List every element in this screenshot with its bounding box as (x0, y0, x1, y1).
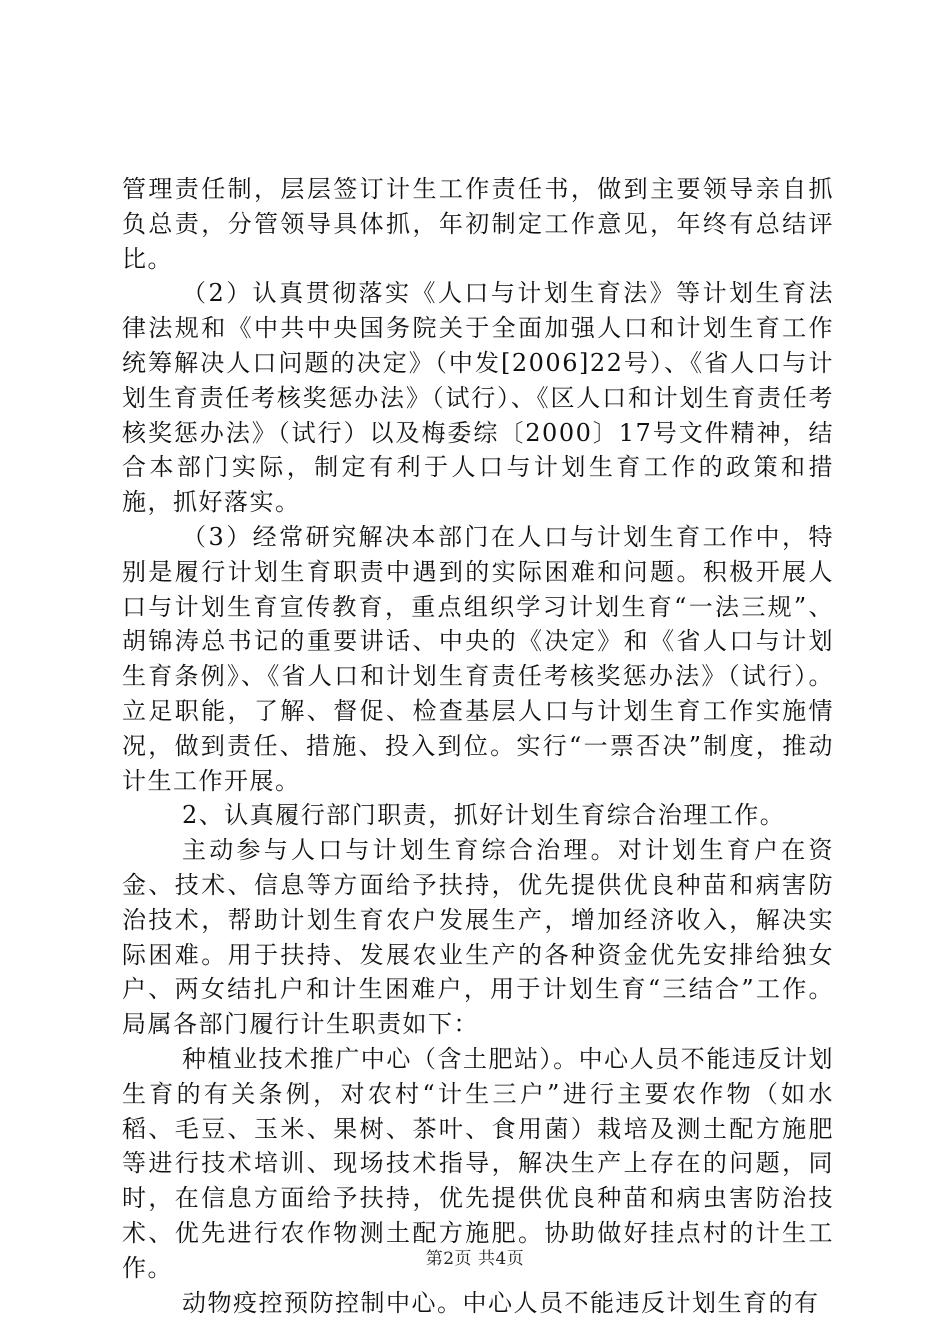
paragraph-5: 主动参与人口与计划生育综合治理。对计划生育户在资金、技术、信息等方面给予扶持，优先提供优良种苗和病害防治技术，帮助计划生育农户发展生产，增加经济收入，解决实际困难。用于扶持、发展农业生产的各种资金优先安排给独女户、两女结扎户和计生困难户，用于计划生育“三结合”工作。局属各部门履行计生职责如下： (122, 836, 834, 1039)
paragraph-1: 管理责任制，层层签订计生工作责任书，做到主要领导亲自抓负总责，分管领导具体抓，年初制定工作意见，年终有总结评比。 (122, 175, 834, 273)
paragraph-4: 2、认真履行部门职责，抓好计划生育综合治理工作。 (182, 801, 786, 830)
page-footer: 第2页 共4页 (425, 1249, 525, 1269)
document-body (122, 172, 834, 1320)
paragraph-2: （2）认真贯彻落实《人口与计划生育法》等计划生育法律法规和《中共中央国务院关于全面加强人口和计划生育工作统筹解决人口问题的决定》（中发[2006]22号）、《省人口与计划生育责任考核奖惩办法》（试行）、《区人口和计划生育责任考核奖惩办法》（试行）以及梅委综〔2000〕17号文件精神，结合本部门实际，制定有利于人口与计划生育工作的政策和措施，抓好落实。 (122, 279, 834, 517)
paragraph-6: 种植业技术推广中心（含土肥站）。中心人员不能违反计划生育的有关条例，对农村“计生三户”进行主要农作物（如水稻、毛豆、玉米、果树、茶叶、食用菌）栽培及测土配方施肥等进行技术培训、现场技术指导，解决生产上存在的问题，同时，在信息方面给予扶持，优先提供优良种苗和病虫害防治技术、优先进行农作物测土配方施肥。协助做好挂点村的计生工作。 (122, 1044, 834, 1282)
paragraph-3: （3）经常研究解决本部门在人口与计划生育工作中，特别是履行计划生育职责中遇到的实际困难和问题。积极开展人口与计划生育宣传教育，重点组织学习计划生育“一法三规”、胡锦涛总书记的重要讲话、中央的《决定》和《省人口与计划生育条例》、《省人口和计划生育责任考核奖惩办法》（试行）。立足职能，了解、督促、检查基层人口与计划生育工作实施情况，做到责任、措施、投入到位。实行“一票否决”制度，推动计生工作开展。 (122, 522, 834, 795)
paragraph-7: 动物疫控预防控制中心。中心人员不能违反计划生育的有 (182, 1288, 820, 1317)
